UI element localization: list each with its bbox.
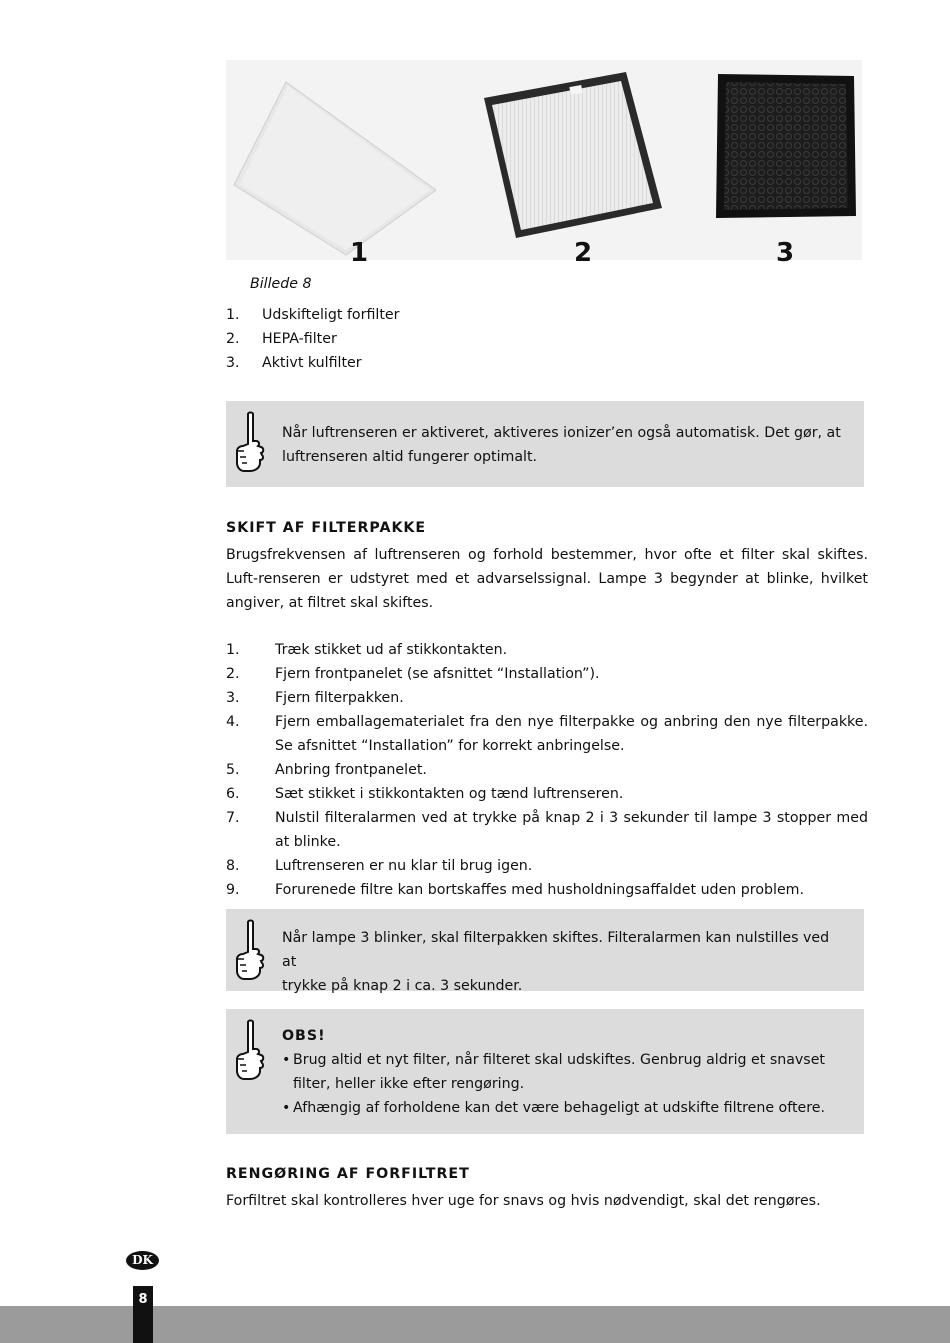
list-item: 5. Anbring frontpanelet. [226, 762, 427, 778]
figure-caption: Billede 8 [250, 276, 312, 292]
note-line: luftrenseren altid fungerer optimalt. [282, 449, 538, 465]
list-item: 3. Aktivt kulfilter [226, 355, 362, 371]
carbon-filter-image [716, 74, 856, 218]
section-heading-filter-change: SKIFT AF FILTERPAKKE [226, 520, 427, 536]
note-title: OBS! [282, 1028, 326, 1044]
list-item: 1. Træk stikket ud af stikkontakten. [226, 642, 508, 658]
pointing-hand-icon [234, 919, 266, 981]
list-item: • Brug altid et nyt filter, når filteret skal udskiftes. Genbrug aldrig et snavset filter, heller ikke efter rengøring. [282, 1048, 844, 1096]
list-item: 8. Luftrenseren er nu klar til brug igen. [226, 858, 533, 874]
section-heading-cleaning: RENGØRING AF FORFILTRET [226, 1166, 470, 1182]
section-paragraph: Forfiltret skal kontrolleres hver uge for snavs og hvis nødvendigt, skal det rengøres. [226, 1193, 821, 1209]
bullet-list [282, 1048, 844, 1120]
filters-illustration [226, 60, 862, 260]
list-item: 3. Fjern filterpakken. [226, 690, 404, 706]
list-item: 7. Nulstil filteralarmen ved at trykke på knap 2 i 3 sekunder til lampe 3 stopper med at blinke. [226, 810, 868, 850]
note-line: Når lampe 3 blinker, skal filterpakken skiftes. Filteralarmen kan nulstilles ved at [282, 930, 830, 970]
page-number: 8 [133, 1286, 153, 1343]
filter-figure [226, 60, 862, 268]
note-box-ionizer [226, 401, 864, 487]
list-item: 2. HEPA-filter [226, 331, 337, 347]
note-box-lamp [226, 909, 864, 994]
filter-list [226, 303, 726, 375]
figure-label-2: 2 [574, 238, 593, 268]
prefilter-image [234, 82, 436, 255]
steps-list [226, 638, 868, 902]
list-item: 2. Fjern frontpanelet (se afsnittet “Installation”). [226, 666, 600, 682]
list-item: 6. Sæt stikket i stikkontakten og tænd luftrenseren. [226, 786, 624, 802]
note-box-obs [226, 1009, 864, 1134]
pointing-hand-icon [234, 411, 266, 473]
list-item: 1. Udskifteligt forfilter [226, 307, 400, 323]
list-item: 4. Fjern emballagematerialet fra den nye filterpakke og anbring den nye filterpakke. Se afsnittet “Installation” for korrekt anbringelse. [226, 714, 868, 754]
pointing-hand-icon [234, 1019, 266, 1081]
figure-label-1: 1 [350, 238, 369, 268]
list-item: 9. Forurenede filtre kan bortskaffes med husholdningsaffaldet uden problem. [226, 882, 805, 898]
list-item: • Afhængig af forholdene kan det være behageligt at udskifte filtrene oftere. [282, 1096, 844, 1120]
note-line: trykke på knap 2 i ca. 3 sekunder. [282, 978, 523, 994]
note-line: Når luftrenseren er aktiveret, aktiveres ionizer’en også automatisk. Det gør, at [282, 425, 841, 441]
section-paragraph: Brugsfrekvensen af luftrenseren og forhold bestemmer, hvor ofte et filter skal skiftes. Luft-renseren er udstyret med et advarselssignal. Lampe 3 begynder at blinke, hvilket angiver, at filtret skal skiftes. [226, 547, 868, 611]
hepa-filter-image [484, 72, 662, 238]
language-badge: DK [126, 1251, 159, 1270]
figure-label-3: 3 [776, 238, 795, 268]
